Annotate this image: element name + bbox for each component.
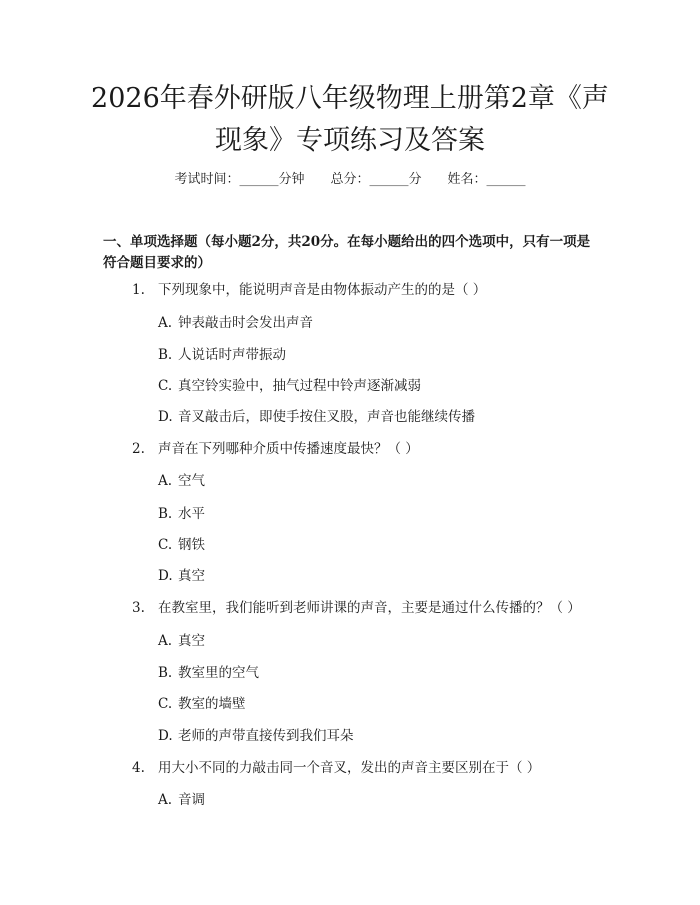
option-text: 钢铁 <box>178 537 205 553</box>
question-3 <box>132 599 581 617</box>
option-letter: B. <box>158 665 173 681</box>
question-text: 在教室里，我们能听到老师讲课的声音，主要是通过什么传播的？（ ） <box>158 600 581 616</box>
question-number: 1. <box>132 282 145 298</box>
q3-option-c <box>158 695 246 713</box>
option-letter: A. <box>158 633 173 649</box>
option-text: 水平 <box>178 506 205 522</box>
option-letter: C. <box>158 537 173 553</box>
q1-option-c <box>158 377 421 395</box>
option-text: 真空 <box>178 633 205 649</box>
question-text: 下列现象中，能说明声音是由物体振动产生的的是（ ） <box>158 282 487 298</box>
option-text: 钟表敲击时会发出声音 <box>178 315 313 331</box>
option-letter: D. <box>158 409 173 425</box>
question-number: 3. <box>132 600 145 616</box>
document-title: 2026年春外研版八年级物理上册第2章《声现象》专项练习及答案 <box>91 83 609 156</box>
option-letter: B. <box>158 347 173 363</box>
option-text: 空气 <box>178 473 205 489</box>
student-name: 姓名：______ <box>447 172 526 187</box>
section-heading: 一、单项选择题（每小题2分，共20分。在每小题给出的四个选项中，只有一项是符合题目要求的） <box>103 234 591 271</box>
q2-option-d <box>158 567 205 585</box>
q2-option-a <box>158 472 205 490</box>
option-letter: C. <box>158 378 173 394</box>
question-1 <box>132 281 486 299</box>
q3-option-b <box>158 664 259 682</box>
option-letter: D. <box>158 728 173 744</box>
exam-total-score: 总分：______分 <box>330 172 422 187</box>
option-letter: A. <box>158 473 173 489</box>
question-text: 声音在下列哪种介质中传播速度最快？（ ） <box>158 441 419 457</box>
q4-option-a <box>158 791 205 809</box>
option-text: 音叉敲击后，即使手按住叉股，声音也能继续传播 <box>178 409 475 425</box>
q1-option-b <box>158 346 286 364</box>
question-2 <box>132 440 419 458</box>
q3-option-d <box>158 727 354 745</box>
question-4 <box>132 759 540 777</box>
option-text: 老师的声带直接传到我们耳朵 <box>178 728 354 744</box>
option-letter: B. <box>158 506 173 522</box>
option-text: 人说话时声带振动 <box>178 347 286 363</box>
q3-option-a <box>158 632 205 650</box>
q2-option-b <box>158 505 205 523</box>
option-text: 真空 <box>178 568 205 584</box>
q2-option-c <box>158 536 205 554</box>
option-text: 音调 <box>178 792 205 808</box>
q1-option-a <box>158 314 313 332</box>
exam-meta <box>0 168 700 187</box>
option-letter: C. <box>158 696 173 712</box>
question-text: 用大小不同的力敲击同一个音叉，发出的声音主要区别在于（ ） <box>158 760 541 776</box>
option-letter: D. <box>158 568 173 584</box>
q1-option-d <box>158 408 475 426</box>
question-number: 4. <box>132 760 145 776</box>
option-text: 教室里的空气 <box>178 665 259 681</box>
option-text: 真空铃实验中，抽气过程中铃声逐渐减弱 <box>178 378 421 394</box>
question-number: 2. <box>132 441 145 457</box>
exam-time: 考试时间：______分钟 <box>174 172 305 187</box>
option-letter: A. <box>158 792 173 808</box>
option-text: 教室的墙壁 <box>178 696 246 712</box>
option-letter: A. <box>158 315 173 331</box>
